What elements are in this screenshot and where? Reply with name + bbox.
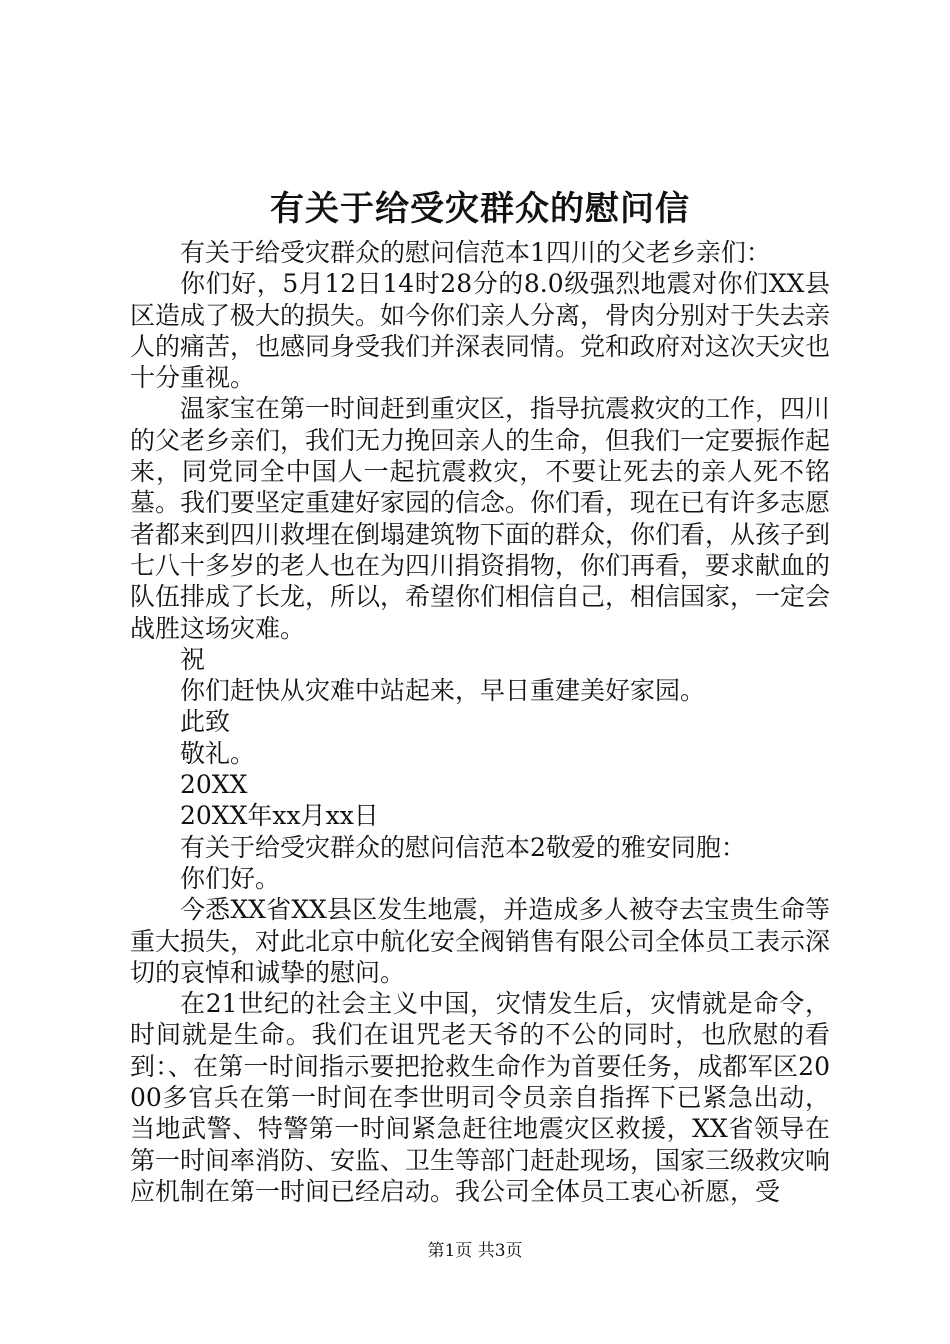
paragraph: 在21世纪的社会主义中国，灾情发生后，灾情就是命令，时间就是生命。我们在诅咒老天爷的不公的同时，也欣慰的看到：、在第一时间指示要把抢救生命作为首要任务，成都军区2000多官兵在第一时间在李世明司令员亲自指挥下已紧急出动，当地武警、特警第一时间紧急赶往地震灾区救援，XX省领导在第一时间率消防、安监、卫生等部门赶赴现场，国家三级救灾响应机制在第一时间已经启动。我公司全体员工衷心祈愿，受 <box>130 989 831 1206</box>
paragraph: 20XX <box>180 770 248 800</box>
paragraph: 你们赶快从灾难中站起来，早日重建美好家园。 <box>180 676 706 706</box>
paragraph: 20XX年xx月xx日 <box>180 801 379 831</box>
paragraph: 今悉XX省XX县区发生地震，并造成多人被夺去宝贵生命等重大损失，对此北京中航化安全阀销售有限公司全体员工表示深切的哀悼和诚挚的慰问。 <box>130 895 831 987</box>
document-page <box>130 183 830 1207</box>
paragraph: 有关于给受灾群众的慰问信范本1四川的父老乡亲们： <box>180 238 771 267</box>
paragraph: 祝 <box>180 644 206 674</box>
paragraph: 温家宝在第一时间赶到重灾区，指导抗震救灾的工作，四川的父老乡亲们，我们无力挽回亲人的生命，但我们一定要振作起来，同党同全中国人一起抗震救灾，不要让死去的亲人死不铭墓。我们要坚定重建好家园的信念。你们看，现在已有许多志愿者都来到四川救埋在倒塌建筑物下面的群众，你们看，从孩子到七八十多岁的老人也在为四川捐资捐物，你们再看，要求献血的队伍排成了长龙，所以，希望你们相信自己，相信国家，一定会战胜这场灾难。 <box>130 394 831 643</box>
paragraph: 有关于给受灾群众的慰问信范本2敬爱的雅安同胞： <box>180 832 746 862</box>
paragraph: 敬礼。 <box>180 738 256 768</box>
paragraph: 你们好。 <box>180 863 281 893</box>
document-title: 有关于给受灾群众的慰问信 <box>270 189 690 229</box>
page-footer: 第1页 共3页 <box>427 1241 523 1261</box>
paragraph: 你们好，5月12日14时28分的8.0级强烈地震对你们XX县区造成了极大的损失。如今你们亲人分离，骨肉分别对于失去亲人的痛苦，也感同身受我们并深表同情。党和政府对这次天灾也十分重视。 <box>130 269 831 393</box>
paragraph: 此致 <box>180 707 231 737</box>
